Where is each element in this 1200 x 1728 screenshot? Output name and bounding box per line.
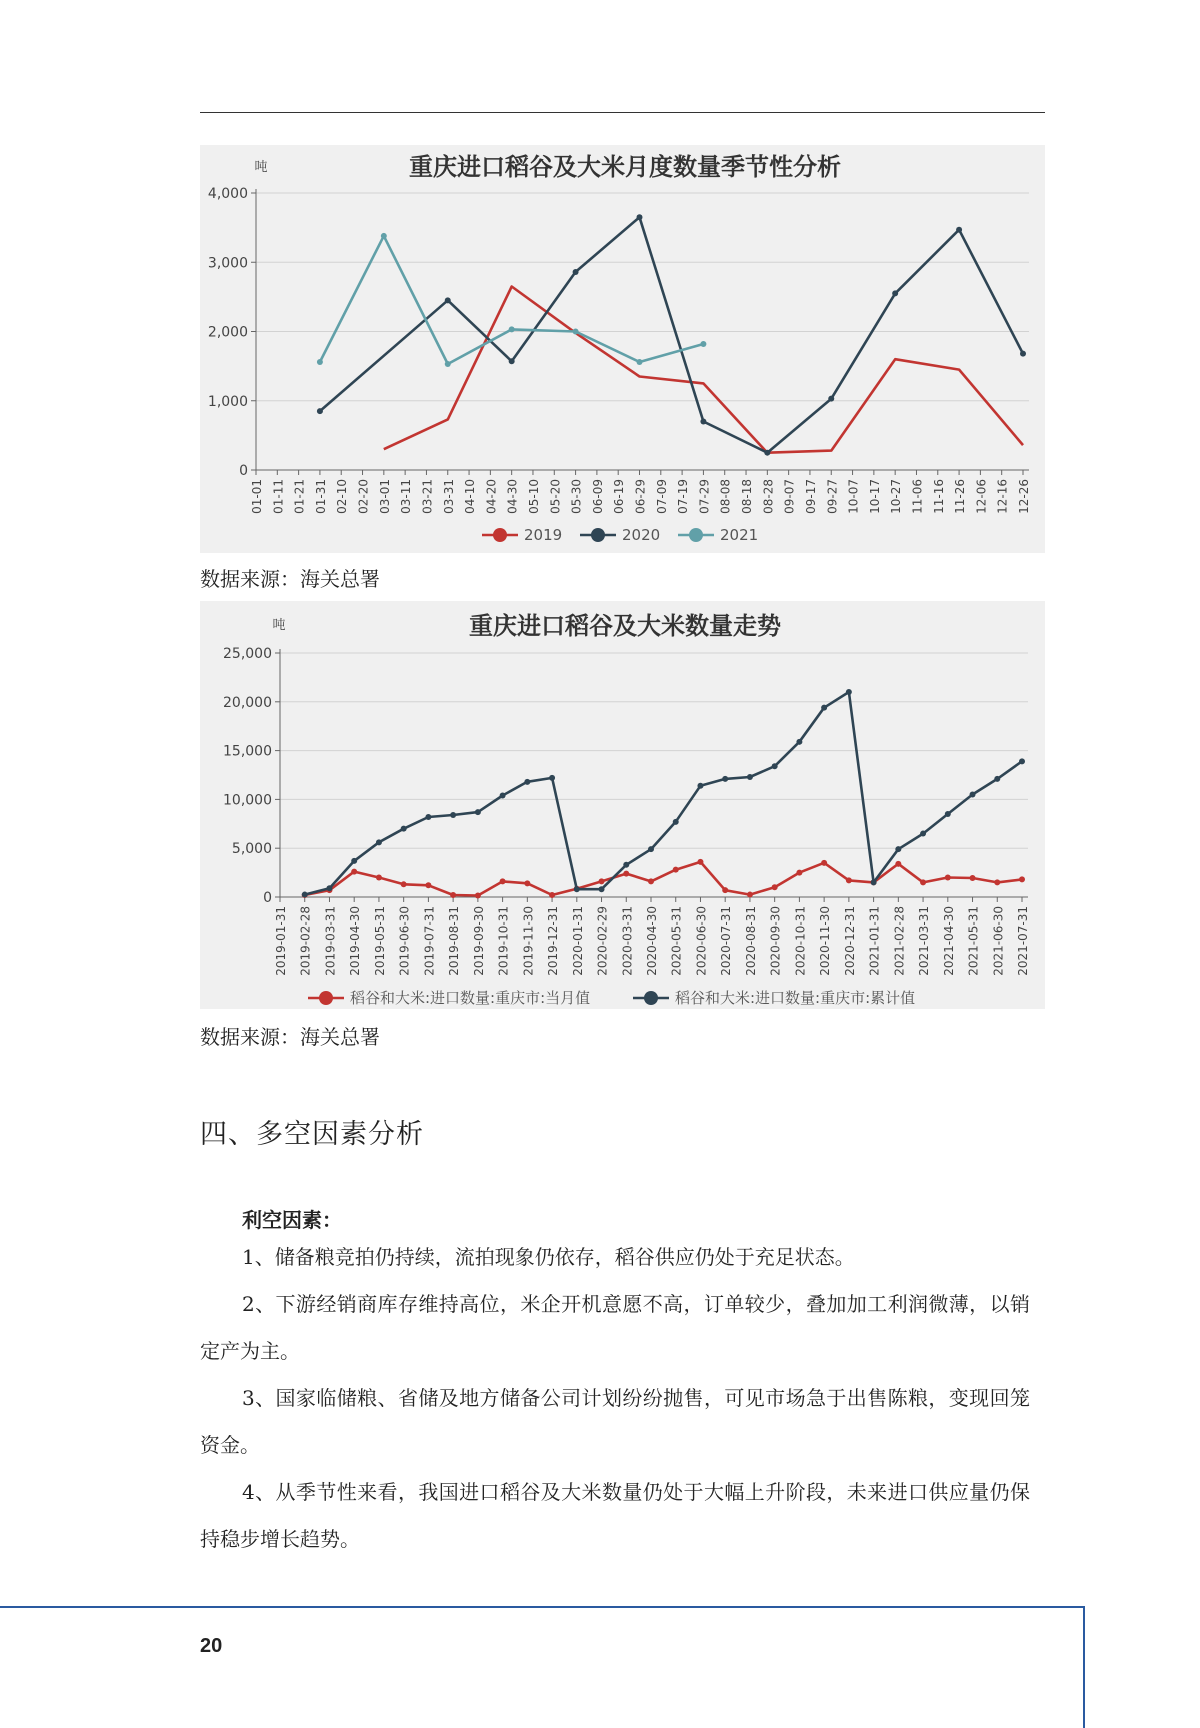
data-point-0 (549, 892, 555, 898)
data-point-0 (623, 871, 629, 877)
x-tick-label: 2021-03-31 (917, 906, 932, 976)
data-point-1 (648, 846, 654, 852)
chart1-source: 数据来源：海关总署 (200, 567, 380, 591)
data-point-1 (1020, 351, 1026, 357)
series-line-0 (384, 287, 1023, 453)
page-number: 20 (200, 1635, 223, 1657)
data-point-1 (895, 846, 901, 852)
x-tick-label: 12-06 (974, 479, 989, 514)
section-heading: 四、多空因素分析 (200, 1119, 424, 1150)
series-line-1 (320, 217, 1023, 453)
data-point-1 (956, 227, 962, 233)
x-tick-label: 08-18 (740, 479, 755, 514)
paragraph-4: 4、从季节性来看，我国进口稻谷及大米数量仍处于大幅上升阶段，未来进口供应量仍保持稳步增长趋势。 (200, 1480, 1030, 1551)
data-point-1 (772, 763, 778, 769)
x-tick-label: 2020-07-31 (719, 906, 734, 976)
x-tick-label: 08-28 (761, 479, 776, 514)
data-point-1 (945, 811, 951, 817)
y-tick-label: 5,000 (231, 841, 272, 858)
seasonal-chart-svg (200, 145, 1045, 553)
x-tick-label: 02-20 (356, 479, 371, 514)
y-tick-label: 20,000 (223, 694, 272, 711)
data-point-2 (573, 329, 579, 335)
data-point-2 (445, 361, 451, 367)
data-point-0 (821, 860, 827, 866)
data-point-0 (376, 874, 382, 880)
x-tick-label: 06-09 (590, 479, 605, 514)
y-tick-label: 2,000 (207, 324, 248, 341)
y-tick-label: 0 (239, 463, 248, 479)
data-point-1 (425, 814, 431, 820)
x-tick-label: 02-10 (335, 479, 350, 514)
data-point-0 (970, 875, 976, 881)
data-point-1 (637, 214, 643, 220)
x-tick-label: 01-31 (313, 479, 328, 514)
data-point-0 (747, 892, 753, 898)
data-point-0 (425, 882, 431, 888)
data-point-1 (673, 819, 679, 825)
data-point-1 (401, 826, 407, 832)
data-point-1 (445, 297, 451, 303)
trend-chart (200, 601, 1045, 1009)
y-tick-label: 0 (263, 890, 272, 906)
data-point-0 (1019, 876, 1025, 882)
data-point-0 (673, 867, 679, 873)
paragraph-1: 1、储备粮竞拍仍持续，流拍现象仍依存，稻谷供应仍处于充足状态。 (242, 1245, 855, 1269)
data-point-1 (524, 779, 530, 785)
x-tick-label: 11-26 (953, 479, 968, 514)
x-tick-label: 03-11 (399, 479, 414, 514)
data-point-0 (697, 859, 703, 865)
x-tick-label: 11-06 (910, 479, 925, 514)
data-point-0 (722, 887, 728, 893)
x-tick-label: 10-17 (867, 479, 882, 514)
data-point-0 (599, 878, 605, 884)
bearish-subheading: 利空因素： (242, 1208, 342, 1232)
x-tick-label: 2019-12-31 (546, 906, 561, 976)
x-tick-label: 2019-01-31 (274, 906, 288, 976)
data-point-1 (970, 792, 976, 798)
x-tick-label: 01-21 (292, 479, 307, 514)
x-tick-label: 2020-12-31 (842, 906, 857, 976)
x-tick-label: 08-08 (718, 479, 733, 514)
x-tick-label: 2019-02-28 (298, 906, 313, 976)
y-tick-label: 4,000 (207, 186, 248, 202)
x-tick-label: 04-20 (484, 479, 499, 514)
data-point-2 (381, 233, 387, 239)
data-point-1 (1019, 758, 1025, 764)
data-point-1 (764, 450, 770, 456)
y-unit-label: 吨 (272, 618, 286, 633)
x-tick-label: 09-27 (825, 479, 840, 514)
data-point-0 (920, 879, 926, 885)
x-tick-label: 2021-06-30 (991, 906, 1006, 976)
x-tick-label: 06-29 (633, 479, 648, 514)
data-point-1 (574, 886, 580, 892)
legend-entry-1: 2020 (622, 526, 661, 544)
x-tick-label: 2021-01-31 (867, 906, 882, 976)
data-point-1 (351, 858, 357, 864)
data-point-2 (700, 341, 706, 347)
x-tick-label: 10-27 (889, 479, 904, 514)
paragraph-2: 2、下游经销商库存维持高位，米企开机意愿不高，订单较少，叠加加工利润微薄，以销定产为主。 (200, 1292, 1030, 1363)
data-point-1 (326, 885, 332, 891)
data-point-1 (697, 783, 703, 789)
x-tick-label: 05-20 (548, 479, 563, 514)
data-point-0 (796, 870, 802, 876)
x-tick-label: 2020-06-30 (694, 906, 709, 976)
data-point-1 (317, 408, 323, 414)
x-tick-label: 03-01 (377, 479, 392, 514)
data-point-1 (623, 862, 629, 868)
data-point-0 (351, 869, 357, 875)
series-line-1 (305, 692, 1022, 895)
x-tick-label: 2020-11-30 (818, 906, 833, 976)
x-tick-label: 10-07 (846, 479, 861, 514)
data-point-1 (475, 809, 481, 815)
data-point-1 (796, 739, 802, 745)
x-tick-label: 01-11 (271, 479, 286, 514)
data-point-1 (846, 689, 852, 695)
seasonal-chart (200, 145, 1045, 553)
x-tick-label: 03-21 (420, 479, 435, 514)
x-tick-label: 2019-08-31 (447, 906, 462, 976)
x-tick-label: 2019-06-30 (397, 906, 412, 976)
x-tick-label: 11-16 (931, 479, 946, 514)
x-tick-label: 05-10 (526, 479, 541, 514)
x-tick-label: 2019-10-31 (496, 906, 511, 976)
data-point-0 (846, 877, 852, 883)
series-line-2 (320, 236, 704, 364)
data-point-1 (892, 290, 898, 296)
x-tick-label: 2020-08-31 (743, 906, 758, 976)
x-tick-label: 2020-02-29 (595, 906, 610, 976)
data-point-1 (549, 775, 555, 781)
data-point-0 (475, 893, 481, 899)
y-tick-label: 10,000 (223, 792, 272, 809)
data-point-1 (500, 792, 506, 798)
x-tick-label: 2020-04-30 (645, 906, 659, 976)
data-point-1 (573, 269, 579, 275)
data-point-2 (637, 359, 643, 365)
chart2-source: 数据来源：海关总署 (200, 1025, 380, 1049)
legend-entry-0: 2019 (524, 526, 563, 544)
x-tick-label: 09-17 (803, 479, 818, 514)
trend-chart-svg (200, 601, 1045, 1009)
x-tick-label: 12-16 (995, 479, 1010, 514)
y-tick-label: 1,000 (207, 393, 248, 410)
footer-frame (0, 1606, 1085, 1728)
x-tick-label: 2021-05-31 (966, 906, 981, 976)
data-point-1 (450, 812, 456, 818)
x-tick-label: 05-30 (569, 479, 584, 514)
x-tick-label: 12-26 (1017, 479, 1031, 514)
x-tick-label: 2020-09-30 (768, 906, 783, 976)
y-tick-label: 25,000 (223, 646, 272, 662)
x-tick-label: 07-09 (654, 479, 669, 514)
data-point-0 (500, 878, 506, 884)
x-tick-label: 2021-02-28 (892, 906, 907, 976)
data-point-1 (994, 776, 1000, 782)
data-point-1 (700, 419, 706, 425)
x-tick-label: 2019-03-31 (323, 906, 338, 976)
x-tick-label: 2019-11-30 (521, 906, 536, 976)
x-tick-label: 07-29 (697, 479, 712, 514)
data-point-0 (450, 892, 456, 898)
y-unit-label: 吨 (254, 160, 268, 175)
data-point-0 (945, 874, 951, 880)
y-tick-label: 3,000 (207, 255, 248, 272)
x-tick-label: 07-19 (676, 479, 691, 514)
data-point-1 (828, 396, 834, 402)
legend-entry-1: 稻谷和大米:进口数量:重庆市:累计值 (675, 989, 916, 1007)
x-tick-label: 01-01 (250, 479, 264, 514)
series-line-0 (305, 862, 1022, 896)
x-tick-label: 2019-05-31 (372, 906, 387, 976)
legend-entry-0: 稻谷和大米:进口数量:重庆市:当月值 (350, 989, 591, 1007)
legend-swatch-marker-1 (591, 528, 605, 542)
x-tick-label: 2019-04-30 (348, 906, 363, 976)
data-point-1 (747, 774, 753, 780)
data-point-0 (648, 878, 654, 884)
chart-title: 重庆进口稻谷及大米数量走势 (469, 612, 781, 640)
legend-entry-2: 2021 (720, 526, 759, 544)
x-tick-label: 03-31 (441, 479, 456, 514)
legend-swatch-marker-1 (644, 991, 658, 1005)
chart-title: 重庆进口稻谷及大米月度数量季节性分析 (409, 153, 841, 181)
data-point-1 (920, 831, 926, 837)
data-point-2 (317, 359, 323, 365)
header-rule (200, 112, 1045, 113)
x-tick-label: 2020-05-31 (669, 906, 684, 976)
legend-swatch-marker-0 (493, 528, 507, 542)
x-tick-label: 2019-09-30 (471, 906, 486, 976)
x-tick-label: 2019-07-31 (422, 906, 437, 976)
data-point-0 (772, 884, 778, 890)
paragraph-3: 3、国家临储粮、省储及地方储备公司计划纷纷抛售，可见市场急于出售陈粮，变现回笼资金。 (200, 1386, 1030, 1457)
data-point-1 (722, 776, 728, 782)
data-point-1 (871, 879, 877, 885)
x-tick-label: 2020-01-31 (570, 906, 585, 976)
data-point-0 (401, 881, 407, 887)
x-tick-label: 09-07 (782, 479, 797, 514)
x-tick-label: 06-19 (612, 479, 627, 514)
x-tick-label: 2021-04-30 (941, 906, 956, 976)
data-point-0 (994, 879, 1000, 885)
data-point-1 (376, 839, 382, 845)
x-tick-label: 04-30 (505, 479, 520, 514)
x-tick-label: 2020-10-31 (793, 906, 808, 976)
y-tick-label: 15,000 (223, 743, 272, 760)
data-point-0 (895, 861, 901, 867)
x-tick-label: 2021-07-31 (1016, 906, 1030, 976)
data-point-1 (509, 358, 515, 364)
x-tick-label: 04-10 (463, 479, 478, 514)
data-point-2 (509, 326, 515, 332)
x-tick-label: 2020-03-31 (620, 906, 635, 976)
data-point-0 (524, 880, 530, 886)
data-point-1 (821, 705, 827, 711)
legend-swatch-marker-0 (319, 991, 333, 1005)
legend-swatch-marker-2 (689, 528, 703, 542)
data-point-1 (302, 892, 308, 898)
data-point-1 (599, 886, 605, 892)
